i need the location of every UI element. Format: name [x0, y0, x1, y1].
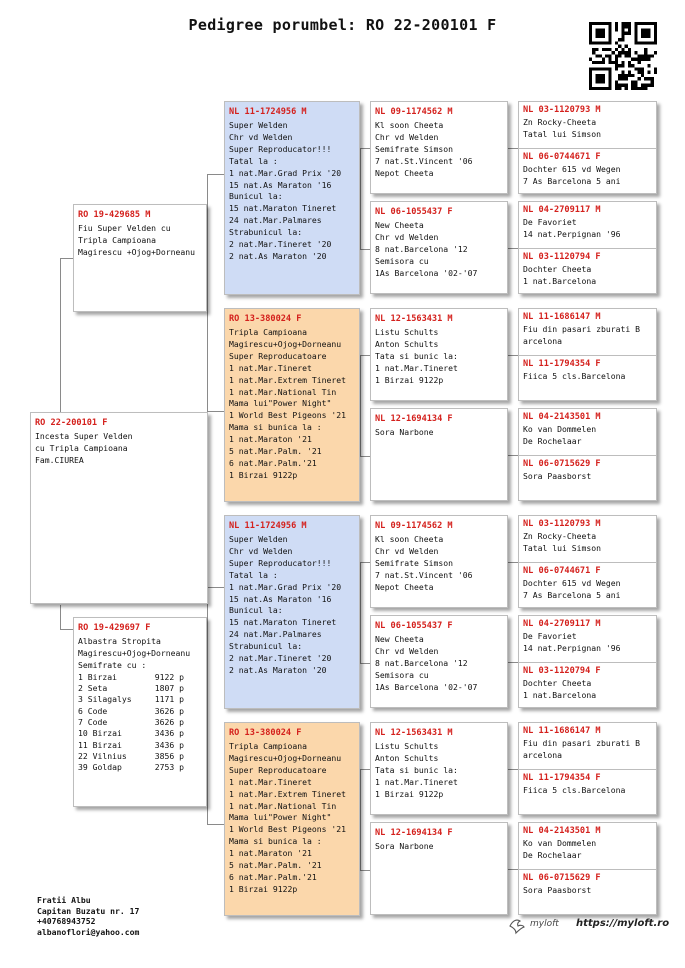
pedigree-line: 1 World Best Pigeons '21	[229, 410, 346, 421]
pedigree-line: Fiu din pasari zburati B	[523, 324, 640, 334]
pedigree-line: 15 nat.As Maraton '16	[229, 179, 332, 190]
result-points: 1807 p	[154, 683, 184, 694]
pedigree-line: Chr vd Welden	[375, 131, 439, 142]
ring-number: NL 11-1794354 F	[523, 359, 601, 369]
pedigree-line: De Rochelaar	[523, 849, 582, 860]
pedigree-line: Ko van Dommelen	[523, 838, 597, 848]
pedigree-line: 15 nat.Maraton Tineret	[229, 617, 337, 628]
breeder-address: Capitan Buzatu nr. 17	[37, 905, 140, 916]
gen4-sire-entry[interactable]	[519, 723, 656, 769]
pedigree-line: 7 As Barcelona 5 ani	[523, 589, 621, 600]
gen3-card[interactable]	[370, 615, 508, 708]
gen4-sire-entry[interactable]	[519, 516, 656, 562]
pedigree-line: Chr vd Welden	[375, 645, 439, 656]
result-row	[78, 717, 202, 728]
dove-icon	[508, 917, 526, 935]
connector	[508, 355, 518, 357]
pedigree-line: Semisora cu	[375, 255, 429, 266]
gen4-pair-card	[518, 308, 657, 401]
pedigree-line: 1 nat.Mar.Grad Prix '20	[229, 581, 342, 592]
gen4-pair-card	[518, 722, 657, 815]
ring-number: NL 06-0744671 F	[523, 152, 601, 162]
ring-number: NL 12-1563431 M	[375, 728, 453, 738]
pedigree-line: 6 nat.Mar.Palm.'21	[229, 871, 317, 882]
qr-code[interactable]	[589, 22, 657, 90]
pedigree-line: 7 As Barcelona 5 ani	[523, 175, 621, 186]
ring-number: NL 06-0744671 F	[523, 566, 601, 576]
connector	[508, 562, 518, 564]
gen3-card[interactable]	[370, 408, 508, 501]
ring-number: NL 03-1120793 M	[523, 519, 601, 529]
pedigree-line: Tata si bunic la:	[375, 764, 458, 775]
gen4-pair-card	[518, 408, 657, 501]
pedigree-line: 1 nat.Barcelona	[523, 275, 597, 286]
pedigree-line: 1 Birzai 9122p	[229, 469, 298, 480]
pedigree-line: 1As Barcelona '02-'07	[375, 267, 478, 278]
ring-number: NL 03-1120794 F	[523, 252, 601, 262]
pedigree-line: Listu Schults	[375, 741, 439, 751]
pedigree-line: Fam.CIUREA	[35, 454, 84, 465]
gen4-pair-card	[518, 201, 657, 294]
pedigree-line: Magirescu+Ojog+Dorneanu	[229, 338, 342, 349]
gen4-dam-entry[interactable]	[519, 869, 656, 915]
pedigree-line: Tripla Campioana	[78, 234, 156, 245]
pedigree-line: 24 nat.Mar.Palmares	[229, 215, 322, 226]
breeder-phone: +40768943752	[37, 916, 96, 927]
pedigree-line: Strabunicul la:	[229, 227, 303, 238]
ring-number: NL 04-2143501 M	[523, 826, 601, 836]
connector	[508, 248, 518, 250]
connector	[508, 869, 518, 871]
pedigree-line: Fiica 5 cls.Barcelona	[523, 371, 626, 381]
result-row	[78, 751, 202, 762]
result-points: 9122 p	[154, 671, 184, 682]
pedigree-line: 1 Birzai 9122p	[375, 788, 444, 799]
ring-number: NL 12-1563431 M	[375, 314, 453, 324]
pedigree-line: 1 nat.Mar.National Tin	[229, 800, 337, 811]
ring-number: NL 12-1694134 F	[375, 828, 453, 838]
result-points: 1171 p	[154, 694, 184, 705]
result-points: 3626 p	[154, 705, 184, 716]
connector	[508, 769, 518, 771]
pedigree-line: De Favoriet	[523, 631, 577, 641]
pedigree-line: New Cheeta	[375, 634, 424, 644]
pedigree-line: cu Tripla Campioana	[35, 442, 128, 453]
ring-number: NL 11-1686147 M	[523, 726, 601, 736]
pedigree-line: Incesta Super Velden	[35, 431, 133, 441]
pedigree-line: Sora Paasborst	[523, 471, 592, 481]
connector	[207, 174, 225, 412]
pedigree-line: Sora Narbone	[375, 427, 434, 437]
ring-number: RO 13-380024 F	[229, 314, 302, 324]
pedigree-line: 1 nat.Mar.Tineret	[229, 776, 312, 787]
pedigree-line: Dochter Cheeta	[523, 264, 592, 274]
pedigree-line: Super Welden	[229, 534, 288, 544]
result-points: 3626 p	[154, 716, 184, 727]
pedigree-line: Magirescu+Ojog+Dorneanu	[78, 647, 191, 658]
myloft-logo[interactable]	[508, 916, 670, 936]
pedigree-line: 1 nat.Maraton '21	[229, 434, 312, 445]
pedigree-line: Zn Rocky-Cheeta	[523, 117, 597, 127]
pedigree-line: Fiica 5 cls.Barcelona	[523, 785, 626, 795]
logo-url[interactable]: https://myloft.ro	[576, 918, 670, 929]
pedigree-line: 15 nat.Maraton Tineret	[229, 203, 337, 214]
pedigree-line: 1 nat.Mar.Tineret	[375, 362, 458, 373]
result-race: 7 Code	[78, 716, 108, 727]
pedigree-line: 2 nat.Mar.Tineret '20	[229, 653, 332, 664]
sire-dam-card[interactable]	[224, 308, 360, 502]
pedigree-line: 1 Birzai 9122p	[375, 374, 444, 385]
pedigree-line: New Cheeta	[375, 220, 424, 230]
pedigree-line: 1 Birzai 9122p	[229, 883, 298, 894]
result-row	[78, 672, 202, 683]
connector	[207, 587, 225, 825]
ring-number: NL 06-0715629 F	[523, 459, 601, 469]
pedigree-line: Bunicul la:	[229, 605, 283, 616]
ring-number: NL 09-1174562 M	[375, 521, 453, 531]
pedigree-line: Nepot Cheeta	[375, 167, 434, 178]
pedigree-line: De Favoriet	[523, 217, 577, 227]
pedigree-line: Fiu Super Velden cu	[78, 223, 171, 233]
dam-sire-card[interactable]	[224, 515, 360, 709]
pedigree-line: Dochter 615 vd Wegen	[523, 164, 621, 174]
pedigree-line: Tatal lui Simson	[523, 542, 601, 553]
pedigree-line: Tatal la :	[229, 569, 278, 580]
pedigree-line: arcelona	[523, 335, 562, 346]
pedigree-line: Mama lui"Power Night"	[229, 812, 332, 823]
pedigree-line: 1 nat.Mar.Extrem Tineret	[229, 788, 346, 799]
gen4-dam-entry[interactable]	[519, 455, 656, 501]
pedigree-line: Semifrate cu :	[78, 659, 147, 670]
ring-number: NL 06-1055437 F	[375, 621, 453, 631]
ring-number: NL 04-2143501 M	[523, 412, 601, 422]
pedigree-line: Semifrate Simson	[375, 557, 453, 568]
pedigree-line: Chr vd Welden	[375, 545, 439, 556]
pedigree-line: Super Reproducator!!!	[229, 557, 332, 568]
pedigree-line: 8 nat.Barcelona '12	[375, 243, 468, 254]
gen4-dam-entry[interactable]	[519, 769, 656, 815]
gen4-sire-entry[interactable]	[519, 823, 656, 869]
pedigree-line: Tatal lui Simson	[523, 128, 601, 139]
pedigree-line: Super Reproducator!!!	[229, 143, 332, 154]
pedigree-line: Mama si bunica la :	[229, 422, 322, 433]
pedigree-line: Anton Schults	[375, 338, 439, 349]
ring-number: NL 06-0715629 F	[523, 873, 601, 883]
pedigree-line: Bunicul la:	[229, 191, 283, 202]
pedigree-line: Chr vd Welden	[375, 231, 439, 242]
pedigree-line: 24 nat.Mar.Palmares	[229, 629, 322, 640]
pedigree-line: Fiu din pasari zburati B	[523, 738, 640, 748]
connector	[508, 662, 518, 664]
result-row	[78, 762, 202, 773]
pedigree-line: Super Reproducatoare	[229, 764, 327, 775]
result-race: 3 Silagalys	[78, 694, 132, 705]
pedigree-line: 5 nat.Mar.Palm. '21	[229, 860, 322, 871]
breeder-contact	[37, 895, 139, 937]
ring-number: RO 22-200101 F	[35, 418, 108, 428]
gen4-dam-entry[interactable]	[519, 662, 656, 708]
pedigree-line: Dochter 615 vd Wegen	[523, 578, 621, 588]
ring-number: NL 11-1794354 F	[523, 773, 601, 783]
pedigree-line: 1 nat.Mar.Grad Prix '20	[229, 167, 342, 178]
pedigree-line: Chr vd Welden	[229, 545, 293, 556]
pedigree-line: 7 nat.St.Vincent '06	[375, 155, 473, 166]
pedigree-line: 15 nat.As Maraton '16	[229, 593, 332, 604]
gen3-card[interactable]	[370, 722, 508, 815]
gen4-pair-card	[518, 822, 657, 915]
pedigree-line: Zn Rocky-Cheeta	[523, 531, 597, 541]
pedigree-line: 8 nat.Barcelona '12	[375, 657, 468, 668]
gen4-sire-entry[interactable]	[519, 202, 656, 248]
pedigree-line: 1 nat.Mar.National Tin	[229, 386, 337, 397]
ring-number: NL 11-1686147 M	[523, 312, 601, 322]
pedigree-line: Sora Paasborst	[523, 885, 592, 895]
breeder-email[interactable]: albanoflori@yahoo.com	[37, 926, 140, 937]
gen4-dam-entry[interactable]	[519, 248, 656, 294]
ring-number: NL 12-1694134 F	[375, 414, 453, 424]
pedigree-line: Kl soon Cheeta	[375, 534, 444, 544]
result-race: 22 Vilnius	[78, 750, 127, 761]
ring-number: NL 06-1055437 F	[375, 207, 453, 217]
ring-number: NL 11-1724956 M	[229, 107, 307, 117]
result-race: 1 Birzai	[78, 671, 117, 682]
pedigree-line: 2 nat.Mar.Tineret '20	[229, 239, 332, 250]
pedigree-line: Tripla Campioana	[229, 741, 307, 751]
gen4-sire-entry[interactable]	[519, 309, 656, 355]
result-race: 11 Birzai	[78, 739, 122, 750]
dam-card[interactable]	[73, 617, 207, 807]
gen3-card[interactable]	[370, 101, 508, 194]
result-row	[78, 706, 202, 717]
pedigree-line: Tripla Campioana	[229, 327, 307, 337]
pedigree-line: Semifrate Simson	[375, 143, 453, 154]
pedigree-line: Mama lui"Power Night"	[229, 398, 332, 409]
gen4-sire-entry[interactable]	[519, 616, 656, 662]
ring-number: RO 19-429697 F	[78, 623, 151, 633]
pedigree-line: Chr vd Welden	[229, 131, 293, 142]
gen3-card[interactable]	[370, 822, 508, 915]
pedigree-line: 1 World Best Pigeons '21	[229, 824, 346, 835]
ring-number: NL 09-1174562 M	[375, 107, 453, 117]
connector	[60, 258, 74, 414]
connector	[60, 605, 74, 630]
gen4-dam-entry[interactable]	[519, 148, 656, 194]
result-points: 2753 p	[154, 762, 184, 773]
gen3-card[interactable]	[370, 515, 508, 608]
pedigree-line: 1 nat.Mar.Extrem Tineret	[229, 374, 346, 385]
gen4-pair-card	[518, 615, 657, 708]
ring-number: NL 11-1724956 M	[229, 521, 307, 531]
pedigree-line: 1As Barcelona '02-'07	[375, 681, 478, 692]
pedigree-line: 6 nat.Mar.Palm.'21	[229, 457, 317, 468]
pedigree-line: Anton Schults	[375, 752, 439, 763]
pedigree-line: Super Reproducatoare	[229, 350, 327, 361]
result-row	[78, 694, 202, 705]
gen4-pair-card	[518, 101, 657, 194]
pedigree-line: 1 nat.Mar.Tineret	[229, 362, 312, 373]
pedigree-line: 1 nat.Mar.Tineret	[375, 776, 458, 787]
pedigree-line: Magirescu +Ojog+Dorneanu	[78, 246, 195, 257]
gen3-card[interactable]	[370, 308, 508, 401]
pedigree-line: Magirescu+Ojog+Dorneanu	[229, 752, 342, 763]
result-race: 39 Goldap	[78, 762, 122, 773]
gen4-dam-entry[interactable]	[519, 562, 656, 608]
pedigree-line: Dochter Cheeta	[523, 678, 592, 688]
result-row	[78, 728, 202, 739]
pedigree-line: Listu Schults	[375, 327, 439, 337]
result-points: 3436 p	[154, 739, 184, 750]
gen4-sire-entry[interactable]	[519, 409, 656, 455]
result-race: 6 Code	[78, 705, 108, 716]
pedigree-line: 1 nat.Maraton '21	[229, 848, 312, 859]
gen3-card[interactable]	[370, 201, 508, 294]
connector	[508, 455, 518, 457]
pedigree-line: Albastra Stropita	[78, 636, 161, 646]
pedigree-line: arcelona	[523, 749, 562, 760]
pedigree-line: Mama si bunica la :	[229, 836, 322, 847]
pedigree-line: Ko van Dommelen	[523, 424, 597, 434]
pedigree-line: 14 nat.Perpignan '96	[523, 642, 621, 653]
sire-card[interactable]	[73, 204, 207, 312]
ring-number: NL 03-1120793 M	[523, 105, 601, 115]
pedigree-line: 5 nat.Mar.Palm. '21	[229, 446, 322, 457]
gen4-pair-card	[518, 515, 657, 608]
ring-number: RO 13-380024 F	[229, 728, 302, 738]
result-row	[78, 683, 202, 694]
pedigree-line: 7 nat.St.Vincent '06	[375, 569, 473, 580]
pedigree-line: Sora Narbone	[375, 841, 434, 851]
result-row	[78, 740, 202, 751]
logo-name: myloft	[530, 919, 559, 929]
pedigree-line: Strabunicul la:	[229, 641, 303, 652]
results-table	[78, 672, 202, 774]
gen4-dam-entry[interactable]	[519, 355, 656, 401]
pedigree-line: De Rochelaar	[523, 435, 582, 446]
result-race: 10 Birzai	[78, 728, 122, 739]
pedigree-line: Semisora cu	[375, 669, 429, 680]
sire-sire-card[interactable]	[224, 101, 360, 295]
gen4-sire-entry[interactable]	[519, 102, 656, 148]
pedigree-line: 2 nat.As Maraton '20	[229, 250, 327, 261]
result-race: 2 Seta	[78, 683, 108, 694]
pedigree-line: 1 nat.Barcelona	[523, 689, 597, 700]
pedigree-line: 14 nat.Perpignan '96	[523, 228, 621, 239]
connector	[508, 148, 518, 150]
pedigree-line: Kl soon Cheeta	[375, 120, 444, 130]
pedigree-line: Tata si bunic la:	[375, 350, 458, 361]
pedigree-line: 2 nat.As Maraton '20	[229, 664, 327, 675]
ring-number: NL 04-2709117 M	[523, 205, 601, 215]
breeder-name: Fratii Albu	[37, 895, 91, 905]
pedigree-line: Nepot Cheeta	[375, 581, 434, 592]
ring-number: NL 04-2709117 M	[523, 619, 601, 629]
pigeon-card[interactable]	[30, 412, 208, 604]
pedigree-line: Tatal la :	[229, 155, 278, 166]
result-points: 3436 p	[154, 728, 184, 739]
page-title: Pedigree porumbel: RO 22-200101 F	[188, 16, 497, 34]
pedigree-line: Super Welden	[229, 120, 288, 130]
dam-dam-card[interactable]	[224, 722, 360, 916]
ring-number: NL 03-1120794 F	[523, 666, 601, 676]
ring-number: RO 19-429685 M	[78, 210, 151, 220]
result-points: 3856 p	[154, 750, 184, 761]
